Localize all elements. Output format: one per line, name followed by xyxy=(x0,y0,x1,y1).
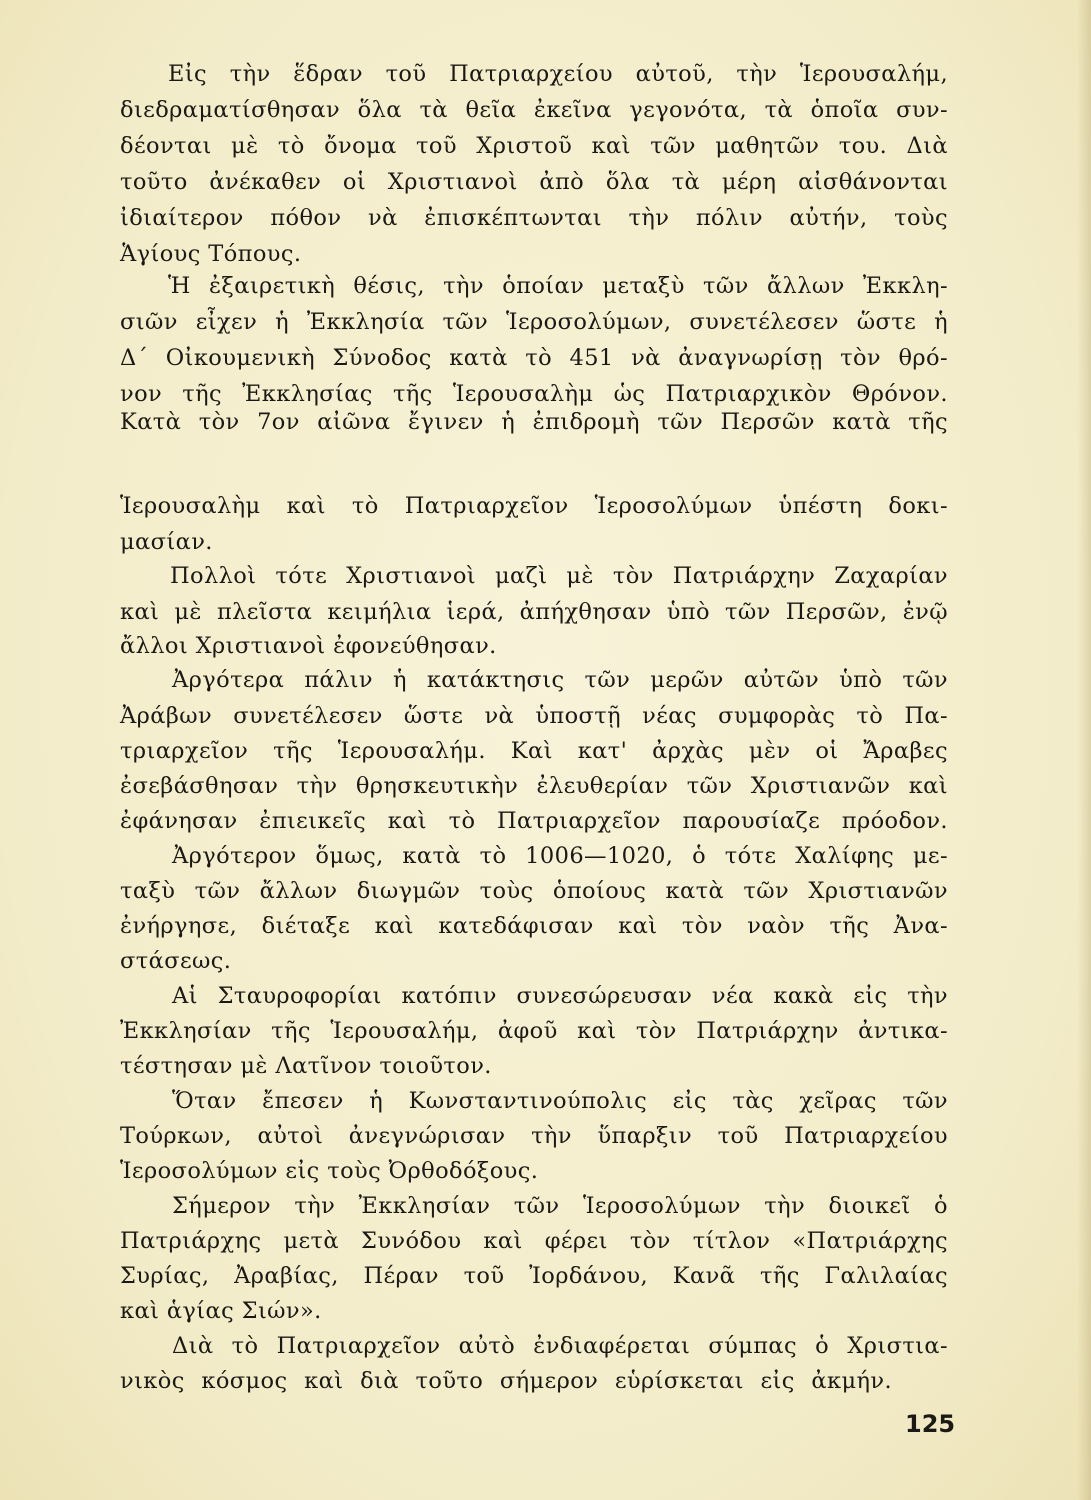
text-line: ταξὺ τῶν ἄλλων διωγμῶν τοὺς ὁποίους κατὰ τῶν Χριστιανῶν xyxy=(120,878,948,904)
text-line: τοῦτο ἀνέκαθεν οἱ Χριστιανοὶ ἀπὸ ὅλα τὰ μέρη αἰσθάνονται xyxy=(120,169,948,195)
text-line: ἰδιαίτερον πόθον νὰ ἐπισκέπτωνται τὴν πόλιν αὐτήν, τοὺς xyxy=(120,205,948,231)
text-line: Ἀργότερα πάλιν ἡ κατάκτησις τῶν μερῶν αὐτῶν ὑπὸ τῶν xyxy=(172,667,948,693)
text-line: Ἱερουσαλὴμ καὶ τὸ Πατριαρχεῖον Ἱεροσολύμων ὑπέστη δοκι- xyxy=(120,493,948,519)
text-line: καὶ ἁγίας Σιών». xyxy=(120,1298,322,1324)
text-line: Αἱ Σταυροφορίαι κατόπιν συνεσώρευσαν νέα κακὰ εἰς τὴν xyxy=(172,983,948,1009)
text-line: Συρίας, Ἀραβίας, Πέραν τοῦ Ἰορδάνου, Κανᾶ τῆς Γαλιλαίας xyxy=(120,1263,948,1289)
text-line: Ἀράβων συνετέλεσεν ὥστε νὰ ὑποστῇ νέας συμφορὰς τὸ Πα- xyxy=(120,703,948,729)
text-line: Πατριάρχης μετὰ Συνόδου καὶ φέρει τὸν τίτλον «Πατριάρχης xyxy=(120,1228,948,1254)
text-line: Ἱεροσολύμων εἰς τοὺς Ὀρθοδόξους. xyxy=(120,1158,539,1184)
text-line: τριαρχεῖον τῆς Ἱερουσαλήμ. Καὶ κατ' ἀρχὰς μὲν οἱ Ἄραβες xyxy=(120,738,948,764)
text-line: σιῶν εἶχεν ἡ Ἐκκλησία τῶν Ἱεροσολύμων, συνετέλεσεν ὥστε ἡ xyxy=(120,309,948,335)
text-line: καὶ μὲ πλεῖστα κειμήλια ἱερά, ἀπήχθησαν ὑπὸ τῶν Περσῶν, ἐνῷ xyxy=(120,599,948,625)
text-line: Ἀργότερον ὅμως, κατὰ τὸ 1006—1020, ὁ τότε Χαλίφης με- xyxy=(172,843,948,869)
text-line: στάσεως. xyxy=(120,948,232,974)
page-number: 125 xyxy=(905,1410,956,1438)
text-line: Ὅταν ἔπεσεν ἡ Κωνσταντινούπολις εἰς τὰς χεῖρας τῶν xyxy=(172,1088,948,1114)
text-line: τέστησαν μὲ Λατῖνον τοιοῦτον. xyxy=(120,1053,492,1079)
text-line: Ἡ ἐξαιρετικὴ θέσις, τὴν ὁποίαν μεταξὺ τῶν ἄλλων Ἐκκλη- xyxy=(168,273,948,299)
text-line: ἐσεβάσθησαν τὴν θρησκευτικὴν ἐλευθερίαν τῶν Χριστιανῶν καὶ xyxy=(120,773,948,799)
text-line: Δ΄ Οἰκουμενικὴ Σύνοδος κατὰ τὸ 451 νὰ ἀναγνωρίσῃ τὸν θρό- xyxy=(120,345,948,371)
text-line: ἄλλοι Χριστιανοὶ ἐφονεύθησαν. xyxy=(120,633,497,659)
text-line: ἐφάνησαν ἐπιεικεῖς καὶ τὸ Πατριαρχεῖον παρουσίαζε πρόοδον. xyxy=(120,808,948,834)
text-line: νον τῆς Ἐκκλησίας τῆς Ἱερουσαλὴμ ὡς Πατριαρχικὸν Θρόνον. xyxy=(120,381,948,407)
text-line: Κατὰ τὸν 7ον αἰῶνα ἔγινεν ἡ ἐπιδρομὴ τῶν Περσῶν κατὰ τῆς xyxy=(120,409,948,435)
text-line: διεδραματίσθησαν ὅλα τὰ θεῖα ἐκεῖνα γεγονότα, τὰ ὁποῖα συν- xyxy=(120,97,948,123)
page-edge-shadow xyxy=(1077,0,1091,1500)
text-line: Ἐκκλησίαν τῆς Ἱερουσαλήμ, ἀφοῦ καὶ τὸν Πατριάρχην ἀντικα- xyxy=(120,1018,948,1044)
text-line: Διὰ τὸ Πατριαρχεῖον αὐτὸ ἐνδιαφέρεται σύμπας ὁ Χριστια- xyxy=(172,1333,948,1359)
text-line: Τούρκων, αὐτοὶ ἀνεγνώρισαν τὴν ὕπαρξιν τοῦ Πατριαρχείου xyxy=(120,1123,948,1149)
text-line: Ἁγίους Τόπους. xyxy=(120,241,302,267)
text-line: δέονται μὲ τὸ ὄνομα τοῦ Χριστοῦ καὶ τῶν μαθητῶν του. Διὰ xyxy=(120,133,948,159)
text-line: νικὸς κόσμος καὶ διὰ τοῦτο σήμερον εὑρίσκεται εἰς ἀκμήν. xyxy=(120,1368,892,1394)
text-line: μασίαν. xyxy=(120,529,213,555)
text-line: ἐνήργησε, διέταξε καὶ κατεδάφισαν καὶ τὸν ναὸν τῆς Ἀνα- xyxy=(120,913,948,939)
text-line: Πολλοὶ τότε Χριστιανοὶ μαζὶ μὲ τὸν Πατριάρχην Ζαχαρίαν xyxy=(170,563,948,589)
text-line: Σήμερον τὴν Ἐκκλησίαν τῶν Ἱεροσολύμων τὴν διοικεῖ ὁ xyxy=(172,1193,948,1219)
text-line: Εἰς τὴν ἕδραν τοῦ Πατριαρχείου αὐτοῦ, τὴν Ἱερουσαλήμ, xyxy=(168,61,948,87)
